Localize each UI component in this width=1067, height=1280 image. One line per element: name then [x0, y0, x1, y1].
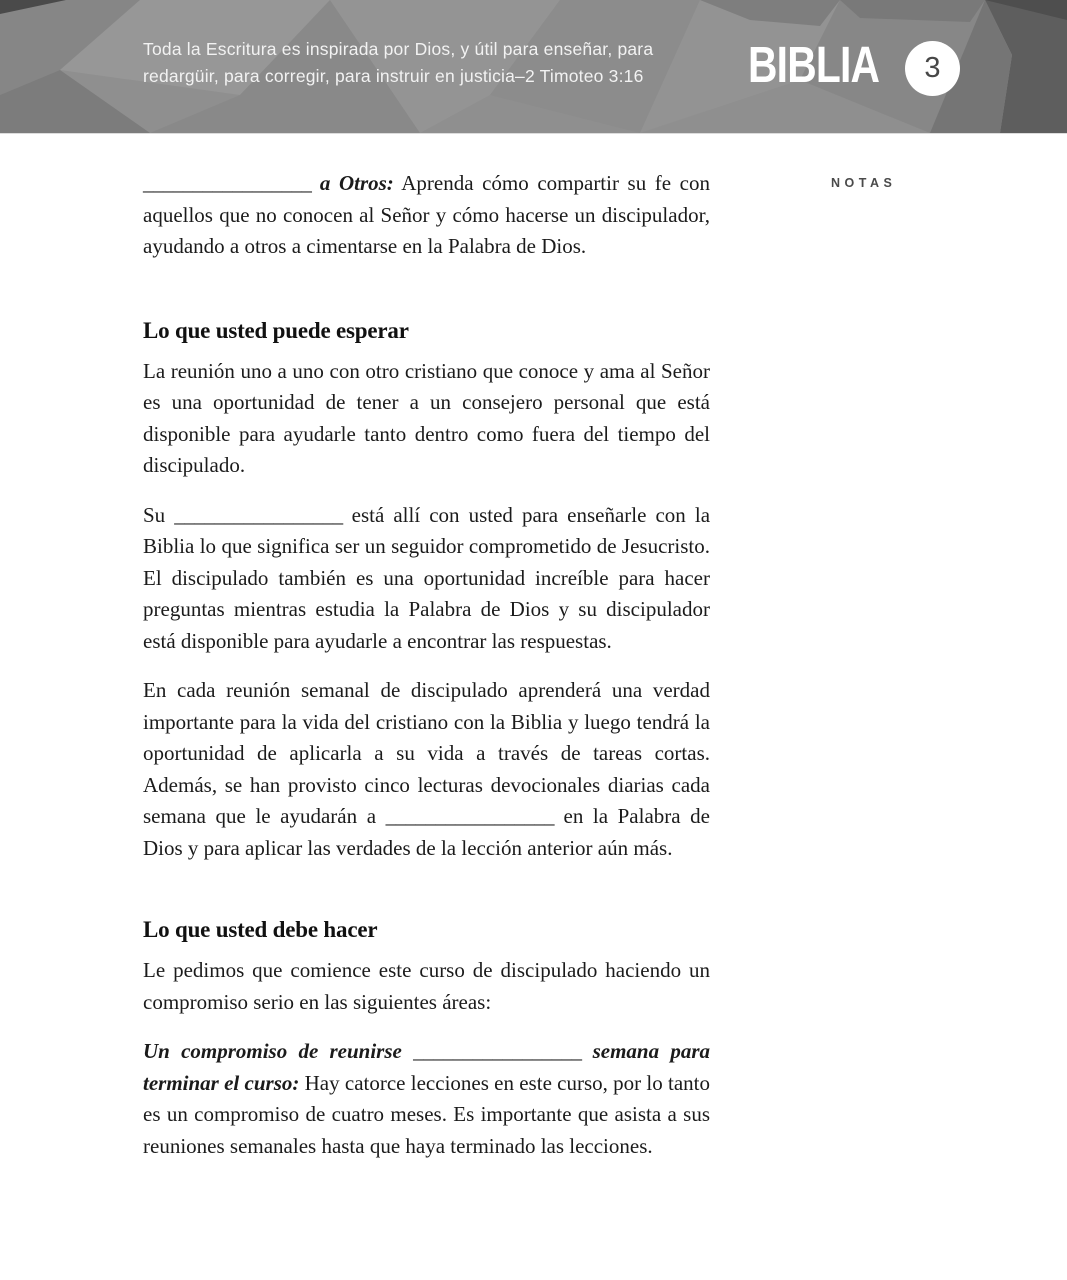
paragraph-su-discipulador: [143, 500, 710, 658]
scripture-quote: [143, 36, 653, 90]
section-heading-esperar: Lo que usted puede esperar: [143, 317, 409, 343]
paragraph-text: está allí con usted para enseñarle con la Biblia lo que significa ser un seguidor comprometido de Jesucristo. El discipulado también es una oportunidad increíble para hacer preguntas mientras estudia la Palabra de Dios y su discipulador está disponible para ayudarle a encontrar las respuestas.: [143, 502, 711, 653]
scripture-quote-line2: redargüir, para corregir, para instruir en justicia–2 Timoteo 3:16: [143, 66, 644, 86]
biblia-logo: BIBLIA: [748, 36, 880, 93]
paragraph-text: Hay catorce lecciones en este curso, por lo tanto es un compromiso de cuatro meses. Es importante que asista a sus reuniones semanales hasta que haya terminado las lecciones.: [143, 1070, 710, 1158]
paragraph-compromiso-intro: Le pedimos que comience este curso de discipulado haciendo un compromiso serio en las siguientes áreas:: [143, 958, 710, 1014]
fill-in-blank: _________________: [385, 804, 554, 828]
paragraph-reunion: La reunión uno a uno con otro cristiano que conoce y ama al Señor es una oportunidad de tener a un consejero personal que está disponible para ayudarle tanto dentro como fuera del tiempo del discipulado.: [143, 358, 710, 477]
paragraph-reunion-semanal: [143, 675, 710, 864]
fill-in-blank: _________________: [413, 1039, 582, 1063]
intro-paragraph: [143, 168, 710, 263]
scripture-quote-line1: Toda la Escritura es inspirada por Dios, y útil para enseñar, para: [143, 39, 654, 59]
main-content: [143, 168, 710, 1180]
commitment-lead-in: Un compromiso de reunirse: [143, 1039, 402, 1063]
paragraph-text: Su: [143, 502, 166, 527]
paragraph-text: En cada reunión semanal de discipulado aprenderá una verdad importante para la vida del cristiano con la Biblia y luego tendrá la oportunidad de aplicarla a su vida a través de tareas cortas. Además, se han provisto cinco lecturas devocionales diarias cada semana que le ayudarán a: [143, 678, 710, 828]
notes-label: NOTAS: [831, 176, 897, 190]
page-number: 3: [924, 52, 941, 84]
paragraph-compromiso-reunirse: [143, 1036, 710, 1162]
page-number-badge: [905, 41, 960, 96]
intro-text: Aprenda cómo compartir su fe con aquellos que no conocen al Señor y cómo hacerse un discipulador, ayudando a otros a cimentarse en la Palabra de Dios.: [143, 171, 710, 258]
intro-lead-in: a Otros:: [319, 171, 394, 195]
section-heading-hacer: Lo que usted debe hacer: [143, 917, 378, 942]
page-header: [0, 0, 1067, 134]
paragraph-text: en la Palabra de Dios y para aplicar las verdades de la lección anterior aún más.: [143, 804, 710, 860]
fill-in-blank: _________________: [143, 171, 312, 195]
fill-in-blank: _________________: [174, 502, 343, 527]
commitment-lead-in-2: semana para terminar el curso:: [143, 1039, 710, 1095]
